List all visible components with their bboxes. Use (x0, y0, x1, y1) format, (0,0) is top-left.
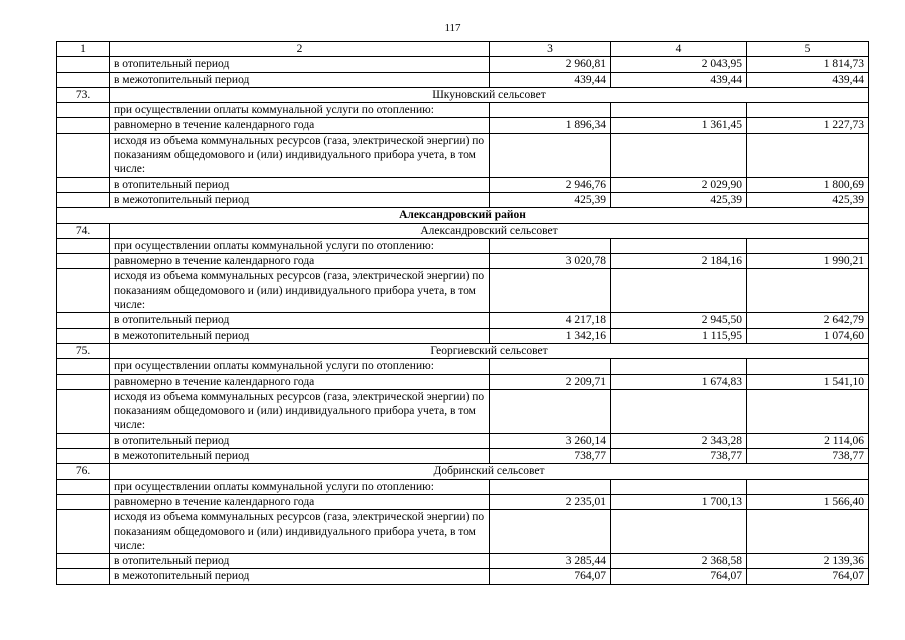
table-row (57, 449, 869, 464)
value-col4 (611, 269, 747, 313)
value-col5 (747, 133, 869, 177)
table-row (57, 374, 869, 389)
value-col5: 1 541,10 (747, 374, 869, 389)
row-label: равномерно в течение календарного года (110, 374, 490, 389)
value-col5: 1 800,69 (747, 177, 869, 192)
value-col5 (747, 510, 869, 554)
value-col3: 3 285,44 (490, 554, 611, 569)
row-index-cell (57, 313, 110, 328)
column-header: 4 (611, 42, 747, 57)
value-col4: 2 945,50 (611, 313, 747, 328)
row-label: в отопительный период (110, 313, 490, 328)
value-col3: 4 217,18 (490, 313, 611, 328)
table-row (57, 72, 869, 87)
column-header: 1 (57, 42, 110, 57)
value-col5 (747, 389, 869, 433)
row-label: в межотопительный период (110, 449, 490, 464)
row-index-cell (57, 374, 110, 389)
value-col4: 1 674,83 (611, 374, 747, 389)
value-col4: 2 343,28 (611, 433, 747, 448)
row-label: при осуществлении оплаты коммунальной услуги по отоплению: (110, 359, 490, 374)
row-index-cell (57, 238, 110, 253)
value-col5 (747, 269, 869, 313)
row-index-cell (57, 192, 110, 207)
table-row (57, 57, 869, 72)
value-col5: 1 990,21 (747, 254, 869, 269)
value-col4: 2 043,95 (611, 57, 747, 72)
value-col4: 1 700,13 (611, 494, 747, 509)
table-row (57, 192, 869, 207)
row-index-cell (57, 103, 110, 118)
value-col4: 2 184,16 (611, 254, 747, 269)
row-index-cell (57, 269, 110, 313)
section-title: Георгиевский сельсовет (110, 343, 869, 358)
value-col4 (611, 479, 747, 494)
value-col3 (490, 269, 611, 313)
column-header: 3 (490, 42, 611, 57)
row-label: в отопительный период (110, 57, 490, 72)
tariff-table (56, 41, 869, 585)
table-header-row (57, 42, 869, 57)
value-col3: 1 342,16 (490, 328, 611, 343)
value-col4: 1 115,95 (611, 328, 747, 343)
value-col5: 439,44 (747, 72, 869, 87)
value-col4 (611, 238, 747, 253)
value-col5: 2 114,06 (747, 433, 869, 448)
row-label: в межотопительный период (110, 72, 490, 87)
row-index-cell (57, 494, 110, 509)
row-label: в отопительный период (110, 554, 490, 569)
table-row (57, 433, 869, 448)
row-label: исходя из объема коммунальных ресурсов (газа, электрической энергии) по показаниям общедомового и (или) индивидуального прибора учета, в том числе: (110, 269, 490, 313)
table-row (57, 254, 869, 269)
table-row (57, 494, 869, 509)
value-col4: 764,07 (611, 569, 747, 584)
table-row (57, 479, 869, 494)
row-label: равномерно в течение календарного года (110, 254, 490, 269)
table-row (57, 569, 869, 584)
value-col3: 2 235,01 (490, 494, 611, 509)
row-label: в межотопительный период (110, 328, 490, 343)
value-col4 (611, 103, 747, 118)
table-row (57, 269, 869, 313)
row-index-cell (57, 72, 110, 87)
row-index-cell (57, 433, 110, 448)
value-col3 (490, 479, 611, 494)
value-col3 (490, 359, 611, 374)
section-row (57, 223, 869, 238)
value-col5 (747, 238, 869, 253)
row-label: в межотопительный период (110, 192, 490, 207)
row-index-cell (57, 389, 110, 433)
section-title: Александровский сельсовет (110, 223, 869, 238)
row-index: 75. (57, 343, 110, 358)
column-header: 2 (110, 42, 490, 57)
page-number: 117 (444, 22, 461, 34)
value-col5: 1 074,60 (747, 328, 869, 343)
value-col3: 2 960,81 (490, 57, 611, 72)
row-index-cell (57, 177, 110, 192)
value-col5: 1 814,73 (747, 57, 869, 72)
value-col5: 1 566,40 (747, 494, 869, 509)
row-index-cell (57, 133, 110, 177)
row-index-cell (57, 254, 110, 269)
column-header: 5 (747, 42, 869, 57)
value-col5: 738,77 (747, 449, 869, 464)
row-label: при осуществлении оплаты коммунальной услуги по отоплению: (110, 479, 490, 494)
row-label: исходя из объема коммунальных ресурсов (газа, электрической энергии) по показаниям общедомового и (или) индивидуального прибора учета, в том числе: (110, 510, 490, 554)
value-col3 (490, 389, 611, 433)
table-row (57, 328, 869, 343)
value-col3 (490, 133, 611, 177)
value-col4: 2 368,58 (611, 554, 747, 569)
section-row (57, 464, 869, 479)
row-label: исходя из объема коммунальных ресурсов (газа, электрической энергии) по показаниям общедомового и (или) индивидуального прибора учета, в том числе: (110, 133, 490, 177)
value-col4 (611, 510, 747, 554)
value-col4 (611, 389, 747, 433)
value-col4: 738,77 (611, 449, 747, 464)
section-row (57, 343, 869, 358)
value-col3 (490, 510, 611, 554)
value-col5 (747, 103, 869, 118)
table-row (57, 359, 869, 374)
table-row (57, 554, 869, 569)
value-col5: 2 139,36 (747, 554, 869, 569)
value-col3: 764,07 (490, 569, 611, 584)
row-index: 73. (57, 87, 110, 102)
value-col3: 738,77 (490, 449, 611, 464)
value-col4 (611, 133, 747, 177)
row-index-cell (57, 449, 110, 464)
row-label: в отопительный период (110, 177, 490, 192)
row-label: при осуществлении оплаты коммунальной услуги по отоплению: (110, 238, 490, 253)
value-col4 (611, 359, 747, 374)
section-row (57, 87, 869, 102)
table-row (57, 133, 869, 177)
value-col5: 764,07 (747, 569, 869, 584)
table-row (57, 510, 869, 554)
row-index-cell (57, 479, 110, 494)
value-col3 (490, 103, 611, 118)
value-col3: 1 896,34 (490, 118, 611, 133)
table-row (57, 118, 869, 133)
value-col4: 2 029,90 (611, 177, 747, 192)
row-label: равномерно в течение календарного года (110, 118, 490, 133)
value-col5 (747, 479, 869, 494)
row-label: при осуществлении оплаты коммунальной услуги по отоплению: (110, 103, 490, 118)
row-index-cell (57, 118, 110, 133)
row-index-cell (57, 569, 110, 584)
row-label: в межотопительный период (110, 569, 490, 584)
row-index: 74. (57, 223, 110, 238)
district-row (57, 208, 869, 223)
row-index-cell (57, 554, 110, 569)
value-col3: 439,44 (490, 72, 611, 87)
value-col4: 439,44 (611, 72, 747, 87)
row-index-cell (57, 359, 110, 374)
row-index-cell (57, 57, 110, 72)
table-row (57, 177, 869, 192)
table-row (57, 313, 869, 328)
value-col3 (490, 238, 611, 253)
table-body (57, 57, 869, 584)
table-row (57, 238, 869, 253)
value-col5 (747, 359, 869, 374)
row-label: равномерно в течение календарного года (110, 494, 490, 509)
value-col3: 3 020,78 (490, 254, 611, 269)
value-col3: 425,39 (490, 192, 611, 207)
value-col5: 2 642,79 (747, 313, 869, 328)
value-col3: 3 260,14 (490, 433, 611, 448)
value-col5: 1 227,73 (747, 118, 869, 133)
value-col3: 2 209,71 (490, 374, 611, 389)
value-col5: 425,39 (747, 192, 869, 207)
value-col4: 1 361,45 (611, 118, 747, 133)
row-index-cell (57, 328, 110, 343)
value-col4: 425,39 (611, 192, 747, 207)
section-title: Шкуновский сельсовет (110, 87, 869, 102)
table-row (57, 103, 869, 118)
row-label: в отопительный период (110, 433, 490, 448)
row-label: исходя из объема коммунальных ресурсов (газа, электрической энергии) по показаниям общедомового и (или) индивидуального прибора учета, в том числе: (110, 389, 490, 433)
value-col3: 2 946,76 (490, 177, 611, 192)
row-index: 76. (57, 464, 110, 479)
district-title: Александровский район (57, 208, 869, 223)
table-row (57, 389, 869, 433)
section-title: Добринский сельсовет (110, 464, 869, 479)
row-index-cell (57, 510, 110, 554)
